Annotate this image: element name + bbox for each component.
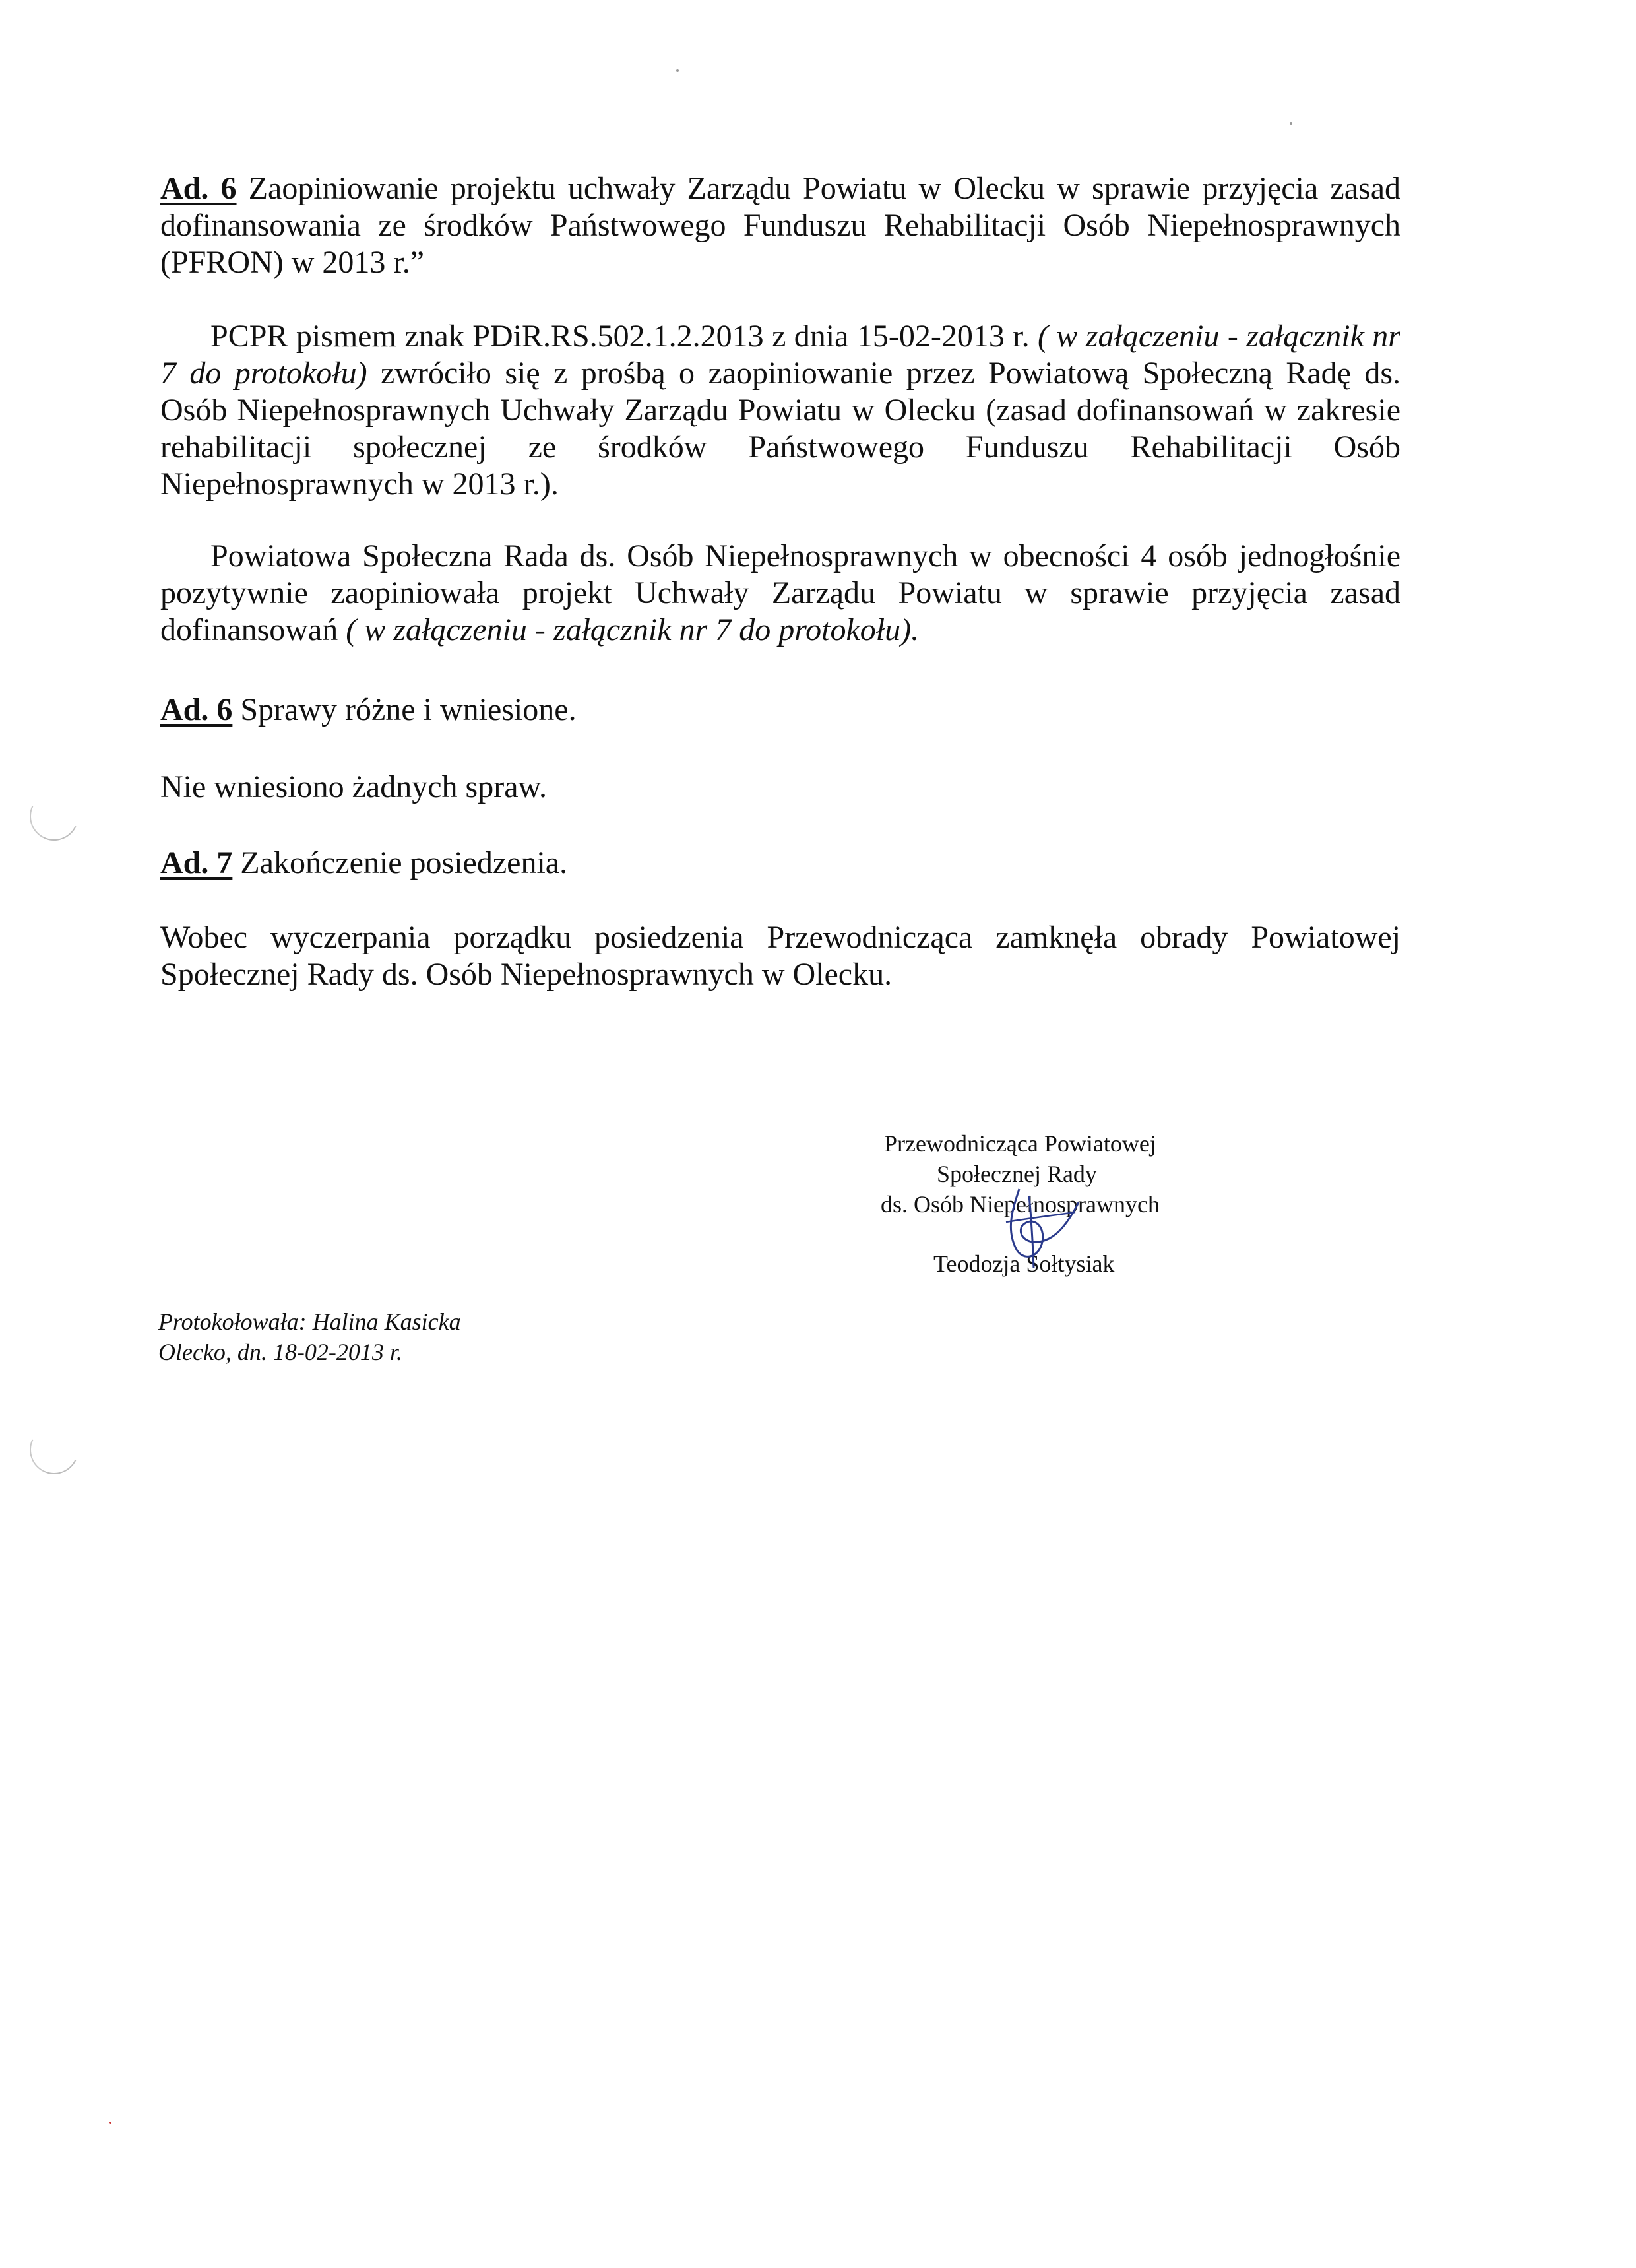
agenda-item-6-other: [160, 692, 1400, 729]
scan-speck: [109, 2122, 111, 2124]
handwritten-signature: [993, 1176, 1085, 1275]
signatory-name: Teodozja Sołtysiak: [933, 1250, 1115, 1277]
scan-speck: [676, 69, 679, 72]
pcpr-paragraph: [160, 318, 1400, 503]
signature-title-line3: ds. Osób Niepełnosprawnych: [881, 1191, 1160, 1217]
closing-paragraph: [160, 919, 1400, 993]
attachment-note: ( w załączeniu - załącznik nr 7 do protokołu).: [346, 612, 920, 647]
paragraph-text: Powiatowa Społeczna Rada ds. Osób Niepełnosprawnych w obecności 4 osób jednogłośnie pozytywnie zaopiniowała projekt Uchwały Zarządu Powiatu w sprawie przyjęcia zasad dofinansowań: [160, 538, 1400, 647]
agenda-title: Sprawy różne i wniesione.: [232, 692, 577, 727]
protocol-footer: [158, 1307, 461, 1367]
agenda-item-6-opinion: [160, 170, 1400, 281]
no-matters-paragraph: [160, 769, 1400, 806]
agenda-ref: Ad. 6: [160, 692, 233, 727]
council-opinion-paragraph: [160, 538, 1400, 649]
paragraph-text: Wobec wyczerpania porządku posiedzenia Przewodnicząca zamknęła obrady Powiatowej Społecznej Rady ds. Osób Niepełnosprawnych w Olecku.: [160, 920, 1400, 992]
agenda-item-7: [160, 845, 1400, 882]
agenda-ref: Ad. 6: [160, 171, 237, 206]
agenda-title: Zaopiniowanie projektu uchwały Zarządu Powiatu w Olecku w sprawie przyjęcia zasad dofinansowania ze środków Państwowego Funduszu Rehabilitacji Osób Niepełnosprawnych (PFRON) w 2013 r.”: [160, 171, 1401, 280]
agenda-ref: Ad. 7: [160, 845, 233, 880]
attachment-note: ( w załączeniu - załącznik nr 7 do protokołu): [160, 319, 1400, 391]
paragraph-text: Nie wniesiono żadnych spraw.: [160, 769, 548, 804]
paragraph-text: zwróciło się z prośbą o zaopiniowanie przez Powiatową Społeczną Radę ds. Osób Niepełnosprawnych Uchwały Zarządu Powiatu w Olecku (zasad dofinansowań w zakresie rehabilitacji społecznej ze środków Państwowego Funduszu Rehabilitacji Osób Niepełnosprawnych w 2013 r.).: [160, 356, 1401, 502]
signature-title-line1: Przewodnicząca Powiatowej: [884, 1130, 1156, 1157]
punch-hole-mark: [23, 1419, 86, 1481]
recorder-line: Protokołowała: Halina Kasicka: [158, 1309, 461, 1335]
place-date-line: Olecko, dn. 18-02-2013 r.: [158, 1339, 402, 1365]
punch-hole-mark: [23, 785, 86, 848]
signature-title-line2: Społecznej Rady: [937, 1161, 1097, 1187]
scan-speck: [1290, 122, 1292, 125]
agenda-title: Zakończenie posiedzenia.: [232, 845, 568, 880]
paragraph-text: PCPR pismem znak PDiR.RS.502.1.2.2013 z dnia 15-02-2013 r.: [210, 319, 1038, 354]
